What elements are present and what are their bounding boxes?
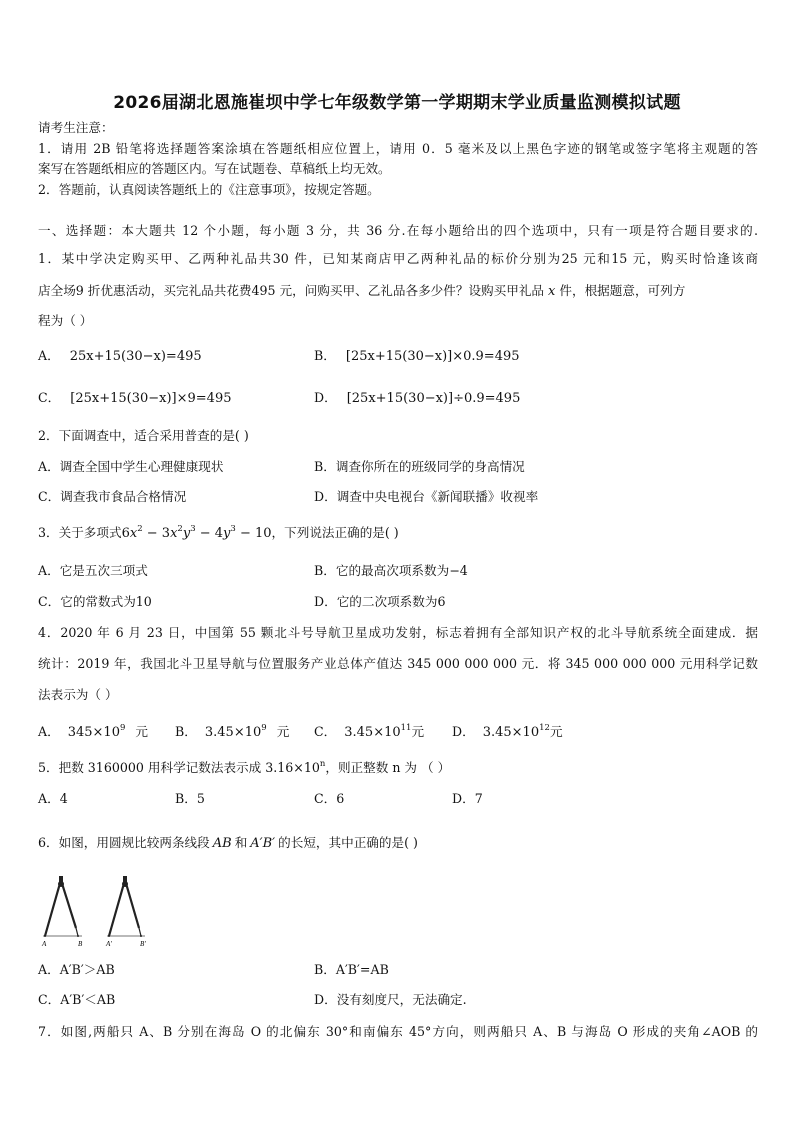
q4-option-b-value: $3.45\times 10^9$ [204, 723, 267, 740]
q1-line-1: 1．某中学决定购买甲、乙两种礼品共30 件，已知某商店甲乙两种礼品的标价分别为25 元和15 元，购买时恰逢该商 [38, 251, 758, 266]
q4-line-2: 统计：2019 年，我国北斗卫星导航与位置服务产业总体产值达 345 000 000 000 元．将 345 000 000 000 元用科学记数 [38, 656, 758, 671]
q5-option-d: D．7 [452, 791, 483, 806]
q3-stem-prefix: 3．关于多项式 [38, 525, 122, 540]
q3-option-c: C．它的常数式为10 [38, 594, 152, 609]
q3-polynomial: $6x^2 - 3x^2y^3 - 4y^3 - 10$ [121, 524, 272, 541]
q5-option-a: A．4 [38, 791, 68, 806]
q6-stem-mid: 和 [234, 835, 248, 850]
q6-stem-suffix: 的长短，其中正确的是( ) [278, 835, 418, 850]
q4-option-c [314, 723, 424, 742]
q4-option-c-label: C． [314, 724, 337, 739]
page-title: 2026届湖北恩施崔坝中学七年级数学第一学期期末学业质量监测模拟试题 [113, 93, 681, 113]
fig-label-b-prime: B′ [140, 940, 146, 948]
q6-segment-ab-prime: A′B′ [250, 836, 276, 851]
q1-variable: x [548, 284, 556, 299]
q6-option-a: A．A′B′＞AB [38, 962, 115, 977]
notice-item-1-line-2: 案写在答题纸相应的答题区内。写在试题卷、草稿纸上均无效。 [38, 161, 391, 176]
q2-option-b: B．调查你所在的班级同学的身高情况 [314, 459, 525, 474]
q4-option-b-label: B． [175, 724, 197, 739]
q4-option-a-label: A． [38, 724, 60, 739]
q4-option-d-label: D． [452, 724, 475, 739]
q4-option-c-unit: 元 [411, 724, 425, 739]
q2-stem: 2．下面调查中，适合采用普查的是( ) [38, 428, 249, 443]
q6-option-d: D．没有刻度尺，无法确定. [314, 992, 467, 1007]
q1-line-2-text: 店全场9 折优惠活动，买完礼品共花费495 元，问购买甲、乙礼品各多少件？设购买甲礼品 [38, 283, 545, 298]
q5-option-c: C．6 [314, 791, 345, 806]
q1-option-a [38, 347, 202, 366]
q4-option-d [452, 723, 563, 742]
notice-heading: 请考生注意： [38, 120, 114, 135]
q5-stem [38, 759, 758, 777]
q4-option-a [38, 723, 148, 742]
q1-option-b [314, 347, 520, 366]
q4-line-1: 4．2020 年 6 月 23 日，中国第 55 颗北斗号导航卫星成功发射，标志着拥有全部知识产权的北斗导航系统全面建成．据 [38, 625, 758, 640]
notice-item-2: 2．答题前，认真阅读答题纸上的《注意事项》，按规定答题。 [38, 182, 380, 197]
q7-line-1: 7．如图,两船只 A、B 分别在海岛 O 的北偏东 30°和南偏东 45°方向，则两船只 A、B 与海岛 O 形成的夹角∠AOB 的 [38, 1024, 758, 1039]
q1-option-b-label: B． [314, 348, 336, 363]
q4-option-c-value: $3.45\times 10^{11}$ [344, 723, 412, 740]
q4-option-d-unit: 元 [549, 724, 563, 739]
compass-right-icon [107, 876, 145, 937]
fig-label-b: B [78, 940, 83, 948]
q5-stem-prefix: 5．把数 3160000 用科学记数法表示成 3.16×10 [38, 760, 320, 775]
q5-stem-suffix: ，则正整数 n 为 （ ） [325, 760, 451, 775]
q4-option-a-unit: 元 [135, 724, 148, 739]
q5-option-b: B．5 [175, 791, 205, 806]
compass-left-icon [43, 876, 82, 937]
q3-option-b: B．它的最高次项系数为−4 [314, 563, 468, 578]
q1-option-d-formula: [25x+15(30−x)]÷0.9=495 [346, 391, 521, 406]
q1-line-2-end: 件，根据题意，可列方 [559, 283, 686, 298]
q1-line-3: 程为（ ） [38, 313, 93, 328]
q1-option-d [314, 389, 520, 408]
q2-option-d: D．调查中央电视台《新闻联播》收视率 [314, 489, 539, 504]
q4-option-d-value: $3.45\times 10^{12}$ [482, 723, 550, 740]
q5-stem-exponent: n [319, 759, 326, 769]
q3-stem [38, 524, 758, 543]
q1-option-c-label: C． [38, 390, 61, 405]
fig-label-a: A [42, 940, 47, 948]
q3-stem-suffix: ，下列说法正确的是( ) [271, 525, 399, 540]
q4-option-a-value: $345\times 10^9$ [67, 723, 126, 740]
q6-stem-prefix: 6．如图，用圆规比较两条线段 [38, 835, 210, 850]
q1-option-a-formula: 25x+15(30−x)=495 [69, 349, 202, 364]
compass-figure [38, 872, 158, 950]
q4-line-3: 法表示为（ ） [38, 687, 118, 702]
q1-option-b-formula: [25x+15(30−x)]×0.9=495 [345, 349, 520, 364]
q4-option-b [175, 723, 289, 742]
q1-line-2 [38, 282, 758, 301]
q1-option-a-label: A． [38, 348, 60, 363]
q2-option-a: A．调查全国中学生心理健康现状 [38, 459, 224, 474]
fig-label-a-prime: A′ [106, 940, 112, 948]
q6-segment-ab: AB [212, 836, 232, 851]
q6-option-b: B．A′B′=AB [314, 962, 389, 977]
q1-option-c [38, 389, 231, 408]
q1-option-c-formula: [25x+15(30−x)]×9=495 [70, 391, 232, 406]
notice-item-1-line-1: 1．请用 2B 铅笔将选择题答案涂填在答题纸相应位置上，请用 0．5 毫米及以上黑色字迹的钢笔或签字笔将主观题的答 [38, 141, 758, 156]
q4-option-b-unit: 元 [276, 724, 290, 739]
q3-option-a: A．它是五次三项式 [38, 563, 148, 578]
q1-option-d-label: D． [314, 390, 337, 405]
q6-option-c: C．A′B′＜AB [38, 992, 116, 1007]
section-heading: 一、选择题：本大题共 12 个小题，每小题 3 分，共 36 分.在每小题给出的四个选项中，只有一项是符合题目要求的. [38, 223, 758, 238]
q2-option-c: C．调查我市食品合格情况 [38, 489, 187, 504]
q3-option-d: D．它的二次项系数为6 [314, 594, 446, 609]
q6-stem [38, 834, 758, 853]
